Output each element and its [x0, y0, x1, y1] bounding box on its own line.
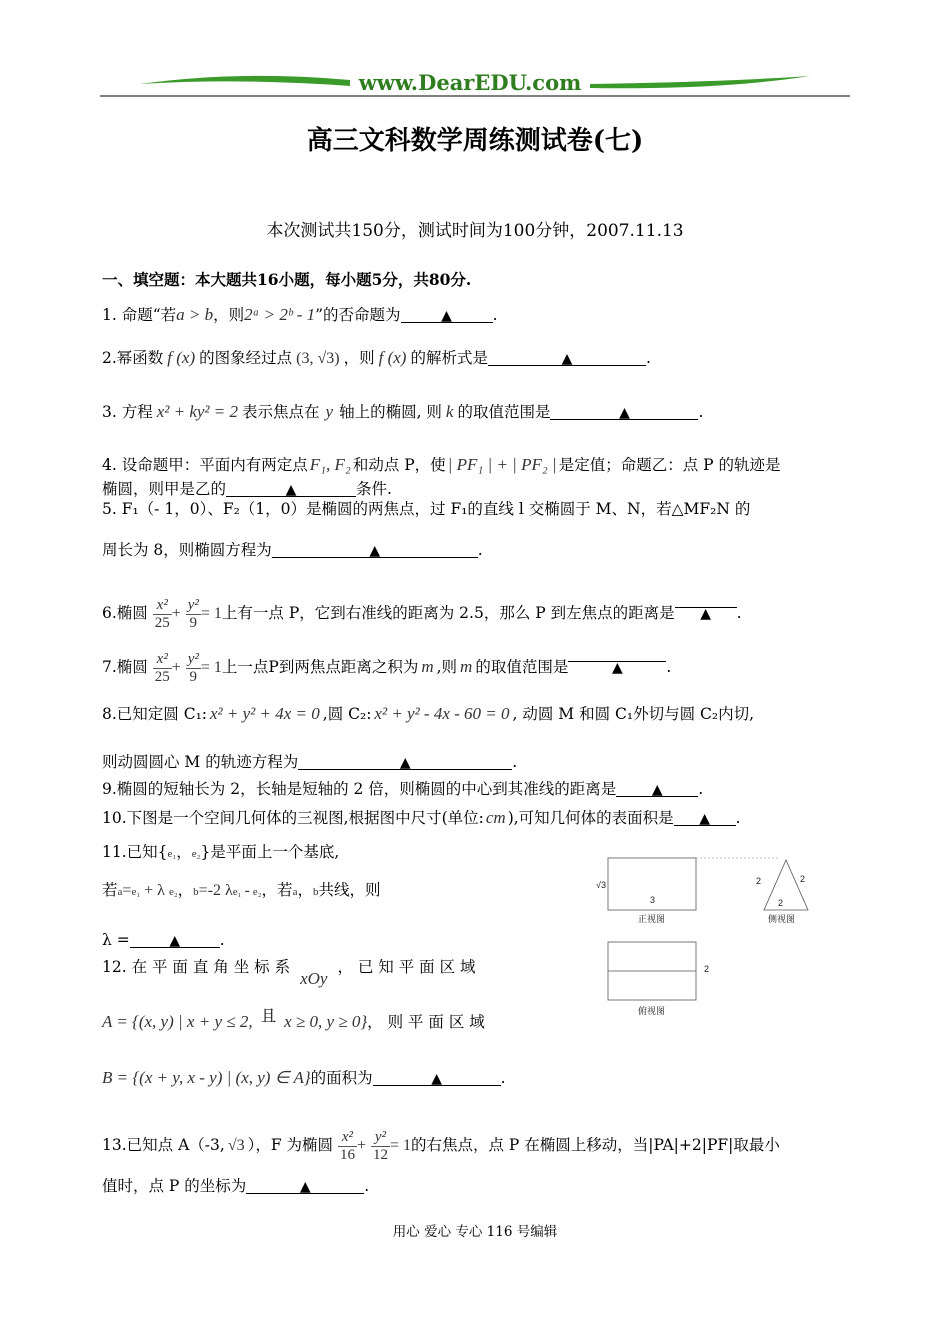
question-13-line2: 值时，点 P 的坐标为 ▲ .	[102, 1177, 370, 1195]
question-5-line2: 周长为 8，则椭圆方程为 ▲ .	[102, 541, 483, 559]
front-view-label: 正视图	[638, 914, 666, 924]
question-12-line3: B = {(x + y, x - y) | (x, y) ∈ A}的面积为 ▲ .	[102, 1068, 506, 1087]
label-front-3: 3	[650, 895, 656, 905]
question-11-line2: 若a=e₁ + λ e₂，b=-2 λe₁ - e₂，若a，b共线，则	[102, 881, 381, 899]
question-10: 10.下图是一个空间几何体的三视图,根据图中尺寸(单位: cm ),可知几何体的表面积是 ▲ .	[102, 808, 741, 827]
logo-text: www.DearEDU.com	[358, 70, 582, 95]
answer-blank[interactable]: ▲	[226, 479, 356, 497]
question-6: 6.椭圆 $\frac{\text{x²}}{25}$ + $\frac{\text{y²}}{9}$ = 1上有一点 P，它到右准线的距离为 2.5，那么 P 到左焦点的距离是 ▲ .	[102, 590, 742, 636]
answer-blank[interactable]: ▲	[568, 644, 666, 662]
question-11-line3: λ = ▲ .	[102, 931, 225, 949]
question-13: 13.已知点 A（-3, √3 ），F 为椭圆 $\frac{\text{x²}}{16}$ + $\frac{\text{y²}}{12}$ = 1的右焦点，点 P 在椭圆上移动，当|PA|+2|PF|取最小	[102, 1128, 780, 1163]
footer: 用心 爱心 专心 116 号编辑	[392, 1224, 558, 1240]
answer-blank[interactable]: ▲	[674, 808, 736, 826]
section-heading: 一、填空题：本大题共16小题，每小题5分，共80分.	[102, 270, 472, 289]
subtitle: 本次测试共150分，测试时间为100分钟，2007.11.13	[266, 221, 684, 241]
answer-blank[interactable]: ▲	[298, 752, 512, 770]
label-top-2: 2	[704, 964, 710, 974]
three-view-diagram	[592, 852, 824, 1022]
top-view-label: 俯视图	[638, 1006, 666, 1016]
question-7: 7.椭圆 $\frac{\text{x²}}{25}$ + $\frac{\text{y²}}{9}$ = 1上一点P到两焦点距离之积为 m ,则 m 的取值范围是 ▲ .	[102, 644, 671, 690]
label-side-2b: 2	[800, 874, 806, 884]
question-8: 8.已知定圆 C₁: x² + y² + 4x = 0 ,圆 C₂: x² + y² - 4x - 60 = 0 , 动圆 M 和圆 C₁外切与圆 C₂内切,	[102, 704, 755, 723]
answer-blank[interactable]: ▲	[373, 1068, 501, 1086]
answer-blank[interactable]: ▲	[272, 540, 478, 558]
header-logo	[100, 68, 850, 100]
question-3: 3. 方程 x² + ky² = 2 表示焦点在 y 轴上的椭圆, 则 k 的取值范围是 ▲ .	[102, 402, 704, 421]
side-view-triangle	[764, 860, 808, 910]
label-side-2a: 2	[756, 876, 762, 886]
label-side-2c: 2	[778, 898, 784, 908]
question-8-line2: 则动圆圆心 M 的轨迹方程为 ▲ .	[102, 753, 518, 771]
question-1: 1. 命题“若a > b，则2ᵃ > 2ᵇ - 1”的否命题为 ▲ .	[102, 305, 498, 324]
answer-blank[interactable]: ▲	[550, 402, 698, 420]
answer-blank[interactable]: ▲	[675, 590, 737, 608]
question-5: 5. F₁（- 1，0）、F₂（1，0）是椭圆的两焦点，过 F₁的直线 l 交椭圆于 M、N，若△MF₂N 的	[102, 500, 751, 518]
answer-blank[interactable]: ▲	[130, 930, 220, 948]
answer-blank[interactable]: ▲	[401, 305, 493, 323]
question-9: 9.椭圆的短轴长为 2，长轴是短轴的 2 倍，则椭圆的中心到其准线的距离是 ▲ .	[102, 780, 704, 798]
side-view-label: 侧视图	[768, 914, 796, 924]
answer-blank[interactable]: ▲	[488, 348, 646, 366]
page-title: 高三文科数学周练测试卷(七)	[306, 126, 644, 156]
question-4-line2: 椭圆，则甲是乙的 ▲ 条件.	[102, 480, 392, 498]
question-2: 2.幂函数 f (x) 的图象经过点 (3, √3) ，则 f (x) 的解析式是 ▲ .	[102, 348, 651, 367]
answer-blank[interactable]: ▲	[616, 779, 698, 797]
question-12: 12. 在 平 面 直 角 坐 标 系xOy， 已 知 平 面 区 域	[102, 958, 476, 988]
question-4: 4. 设命题甲：平面内有两定点 F₁, F₂ 和动点 P，使 | PF₁ | + | PF₂ | 是定值；命题乙：点 P 的轨迹是	[102, 455, 781, 474]
label-sqrt3: √3	[596, 880, 606, 890]
question-11: 11.已知{e₁，e₂}是平面上一个基底,	[102, 843, 340, 861]
answer-blank[interactable]: ▲	[246, 1176, 364, 1194]
question-12-line2: A = {(x, y) | x + y ≤ 2, 且 x ≥ 0, y ≥ 0}， 则 平 面 区 域	[102, 1007, 485, 1031]
